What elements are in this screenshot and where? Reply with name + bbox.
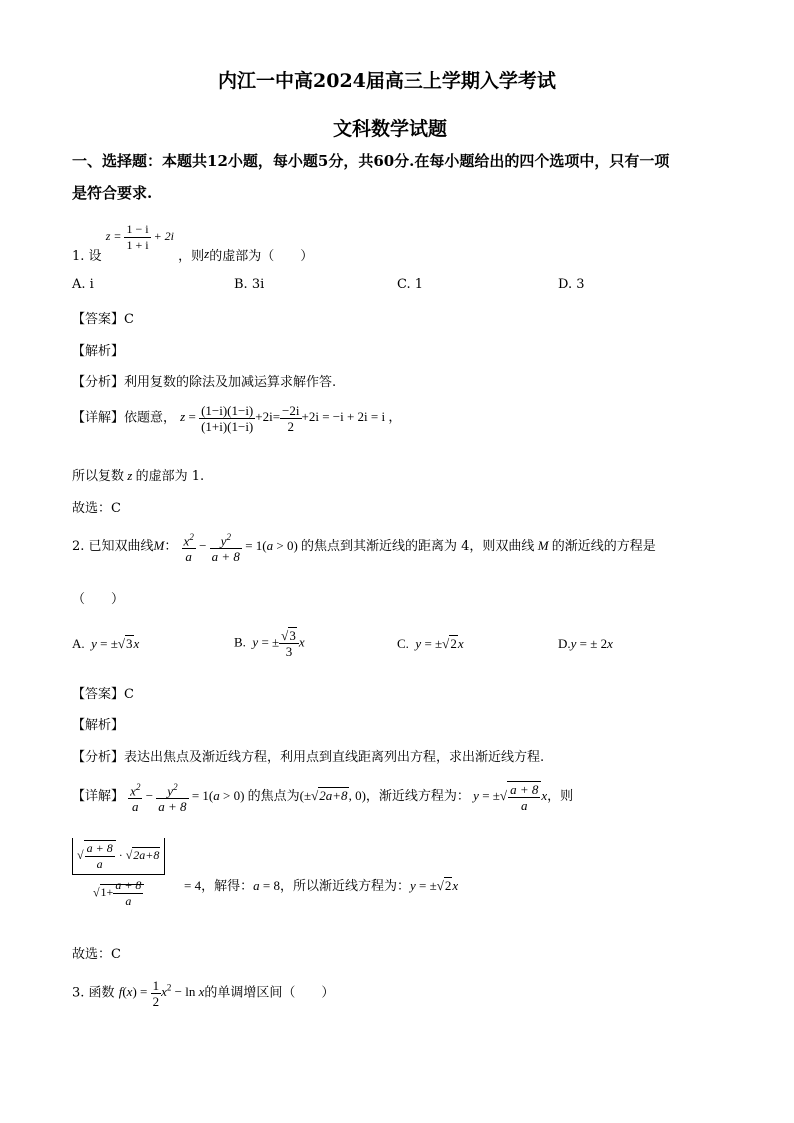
- q3-tail: 的单调增区间（ ）: [204, 985, 335, 1001]
- q2-detail-eq: $\frac{x^2}{a}$ − $\frac{y^2}{a + 8}$ = 1(a > 0): [130, 782, 248, 815]
- q1-detail: [72, 403, 401, 434]
- q2-detail: [72, 780, 573, 814]
- q3-function: f(x) = $\frac{1}{2}$ $x^2 - \ln x$: [118, 978, 205, 1009]
- q2-eq4: = 4: [184, 878, 202, 893]
- exam-title: 内江一中高2024届高三上学期入学考试: [218, 70, 556, 92]
- q1-option-d: D. 3: [558, 277, 585, 292]
- q2-detail-label: 【详解】: [72, 789, 125, 805]
- exam-subtitle: 文科数学试题: [333, 118, 448, 140]
- q1-conclusion-var: z: [124, 468, 136, 483]
- q2-answer: 【答案】C: [72, 687, 134, 702]
- q2-fenxi: 【分析】表达出焦点及渐近线方程，利用点到直线距离列出方程，求出渐近线方程.: [72, 750, 545, 765]
- q2-curve-name2: M: [534, 538, 552, 554]
- q1-conclusion: [72, 465, 204, 484]
- section-heading-line1: 一、选择题：本题共12小题，每小题5分，共60分.在每小题给出的四个选项中，只有一项: [72, 152, 670, 170]
- q2-asymptote: y = ±√ $\frac{a + 8}{a}$ x: [473, 782, 548, 814]
- q1-conclusion-text: 所以复数: [72, 469, 125, 484]
- q2-select: 故选：C: [72, 947, 121, 962]
- q2-option-b: B. y = ± $\frac{√3}{3}$ x: [234, 628, 305, 659]
- q1-option-c: C. 1: [397, 277, 424, 292]
- q2-detail-tail: ，则: [547, 789, 574, 805]
- q2-result: y = ±√2x: [409, 878, 459, 893]
- q3-prefix: 3. 函数: [72, 985, 115, 1001]
- q2-focus: (±√2a+8, 0): [299, 788, 366, 804]
- question-2: 2. 已知双曲线M： $\frac{x^2}{a}$ − $\frac{y^2}{a + 8}$ = 1(a > 0) 的焦点到其渐近线的距离为 4，则双曲线 M 的渐近线的方程是: [72, 532, 656, 565]
- q2-analysis-label: 【解析】: [72, 718, 125, 733]
- q1-analysis-label: 【解析】: [72, 344, 125, 359]
- q1-detail-label: 【详解】依题意，: [72, 410, 177, 426]
- q1-var: z: [204, 246, 210, 262]
- q2-prefix: 2. 已知双曲线: [72, 539, 154, 555]
- q2-detail-mid2: ，渐近线方程为：: [365, 789, 470, 805]
- q2-mid: 的焦点到其渐近线的距离为 4，则双曲线: [301, 539, 535, 555]
- q2-solve-text: ，解得：: [201, 879, 254, 894]
- q1-fenxi: 【分析】利用复数的除法及加减运算求解作答.: [72, 375, 337, 390]
- q1-prefix: 1. 设: [72, 249, 102, 265]
- q1-option-b: B. 3i: [234, 277, 265, 292]
- q1-formula: z = $\frac{1 - i}{1 + i}$ + 2i: [105, 222, 175, 252]
- question-1: [72, 222, 314, 265]
- q1-tail: 的虚部为（ ）: [209, 249, 314, 265]
- q2-distance-formula: √ $\frac{a + 8}{a}$ · √2a+8 √1+ $\frac{a + 8}{a}$: [72, 838, 165, 909]
- q1-answer: 【答案】C: [72, 312, 134, 327]
- q1-detail-formula: z = $\frac{(1-i)(1-i)}{(1+i)(1-i)}$ +2i= $\frac{-2i}{2}$ +2i = −i + 2i = i ，: [180, 403, 402, 434]
- q2-tail: 的渐近线的方程是: [551, 539, 656, 555]
- q2-solve-text2: ，所以渐近线方程为：: [279, 879, 410, 894]
- q1-option-a: A. i: [72, 277, 94, 292]
- q2-equation: $\frac{x^2}{a}$ − $\frac{y^2}{a + 8}$ = 1(a > 0): [183, 532, 302, 565]
- q2-option-d: D.y = ± 2x: [558, 636, 613, 651]
- section-heading-line2: 是符合要求.: [72, 184, 153, 202]
- q1-select: 故选：C: [72, 501, 121, 516]
- q2-paren: （ ）: [72, 592, 125, 607]
- question-3: [72, 978, 334, 1009]
- q1-conclusion-tail: 的虚部为 1.: [135, 469, 205, 484]
- q2-curve-name: M: [153, 538, 165, 554]
- q2-detail-mid: 的焦点为: [247, 789, 300, 805]
- q2-a-value: a = 8: [253, 878, 280, 893]
- q1-suffix: ，则: [178, 249, 205, 265]
- q2-solve: [184, 875, 458, 894]
- q2-option-a: A. y = ±√3x: [72, 636, 140, 651]
- q2-option-c: C. y = ±√2x: [397, 636, 464, 651]
